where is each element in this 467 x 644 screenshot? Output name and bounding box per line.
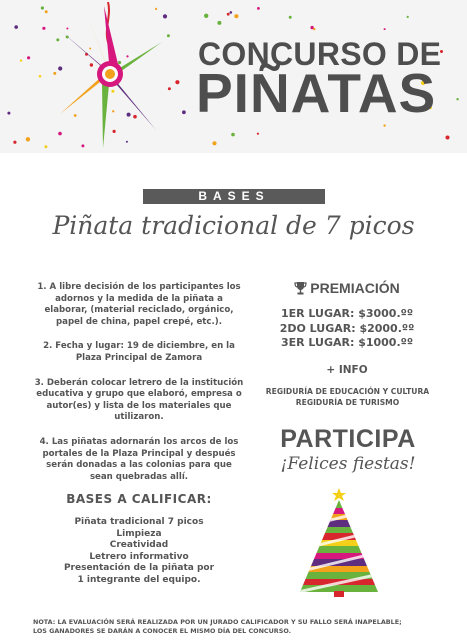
- confetti-dot: [313, 28, 315, 30]
- prize-first: 1ER LUGAR: $3000.ºº: [280, 307, 414, 320]
- rule-item: 4. Las piñatas adornarán los arcos de los portales de la Plaza Principal y después serán donadas a las colonias para que sean quebradas allí.: [39, 436, 239, 482]
- criteria-item: Presentación de la piñata por: [63, 563, 215, 574]
- organizer-item: REGIDURÍA DE EDUCACIÓN Y CULTURA: [265, 387, 430, 396]
- criteria-list: [34, 517, 244, 587]
- confetti-dot: [257, 133, 259, 135]
- confetti-dot: [168, 87, 171, 90]
- header-banner: [0, 0, 467, 153]
- confetti-dot: [289, 16, 292, 19]
- confetti-dot: [7, 112, 10, 115]
- confetti-dot: [182, 110, 186, 114]
- criteria-item: 1 integrante del equipo.: [77, 574, 201, 585]
- confetti-dot: [446, 136, 450, 140]
- confetti-dot: [175, 80, 179, 84]
- confetti-dot: [39, 75, 42, 78]
- confetti-dot: [407, 16, 409, 18]
- footer-note: [33, 618, 453, 636]
- premiacion-heading: [262, 280, 432, 296]
- confetti-dot: [53, 72, 56, 75]
- confetti-dot: [227, 13, 230, 16]
- confetti-dot: [45, 10, 48, 13]
- christmas-tree-icon: [298, 488, 380, 598]
- note-label: NOTA:: [33, 618, 56, 626]
- confetti-dot: [204, 14, 208, 18]
- confetti-dot: [42, 27, 45, 30]
- confetti-dot: [384, 28, 386, 30]
- confetti-dot: [217, 21, 221, 25]
- confetti-dot: [44, 145, 47, 148]
- confetti-dot: [234, 14, 238, 18]
- criteria-item: Letrero informativo: [89, 551, 189, 562]
- felices-fiestas-text: ¡Felices fiestas!: [280, 454, 416, 474]
- organizer-item: REGIDURÍA DE TURISMO: [295, 397, 400, 407]
- prize-third: 3ER LUGAR: $1000.ºº: [280, 336, 414, 349]
- confetti-dot: [26, 137, 30, 141]
- note-line-1: LA EVALUACIÓN SERÁ REALIZADA POR UN JURADO CALIFICADOR Y SU FALLO SERÁ INAPELABLE;: [55, 618, 402, 626]
- organizers: [240, 387, 455, 408]
- confetti-dot: [27, 56, 30, 59]
- confetti-dot: [212, 141, 216, 145]
- criteria-item: Piñata tradicional 7 picos: [74, 517, 204, 527]
- criteria-item: Limpieza: [116, 528, 162, 539]
- confetti-dot: [14, 25, 18, 29]
- rule-item: 3. Deberán colocar letrero de la institución educativa y grupo que elaboró, empresa o autor(es) y lista de los materiales que utilizaron.: [34, 377, 244, 423]
- trophy-icon: [294, 281, 307, 295]
- confetti-dot: [230, 11, 233, 14]
- confetti-dot: [41, 6, 44, 9]
- confetti-dot: [456, 98, 458, 100]
- criteria-item: Creatividad: [109, 540, 169, 551]
- premiacion-title: PREMIACIÓN: [310, 280, 400, 296]
- confetti-dot: [13, 141, 16, 144]
- star-pinata-icon: [58, 2, 168, 152]
- prizes-list: [262, 307, 432, 351]
- criteria-title: BASES A CALIFICAR:: [66, 492, 212, 506]
- confetti-dot: [231, 133, 235, 137]
- prize-second: 2DO LUGAR: $2000.ºº: [279, 321, 415, 335]
- confetti-dot: [20, 59, 22, 61]
- rules-list: [34, 282, 244, 496]
- confetti-dot: [257, 7, 260, 10]
- title-line-1: CONCURSO DE: [198, 36, 442, 72]
- rule-item: 1. A libre decisión de los participantes los adornos y la medida de la piñata a elaborar, (material reciclado, orgánico, papel de china, papel crepé, etc.).: [37, 282, 241, 327]
- bases-banner: BASES: [143, 189, 325, 204]
- participa-heading: PARTICIPA: [280, 425, 416, 453]
- note-line-2: LOS GANADORES SE DARÁN A CONOCER EL MISMO DÍA DEL CONCURSO.: [33, 626, 292, 635]
- rule-item: 2. Fecha y lugar: 19 de diciembre, en la Plaza Principal de Zamora: [43, 341, 235, 363]
- more-info-label: + INFO: [326, 364, 368, 376]
- title-line-2: PIÑATAS: [196, 62, 437, 124]
- subtitle: Piñata tradicional de 7 picos: [52, 211, 415, 240]
